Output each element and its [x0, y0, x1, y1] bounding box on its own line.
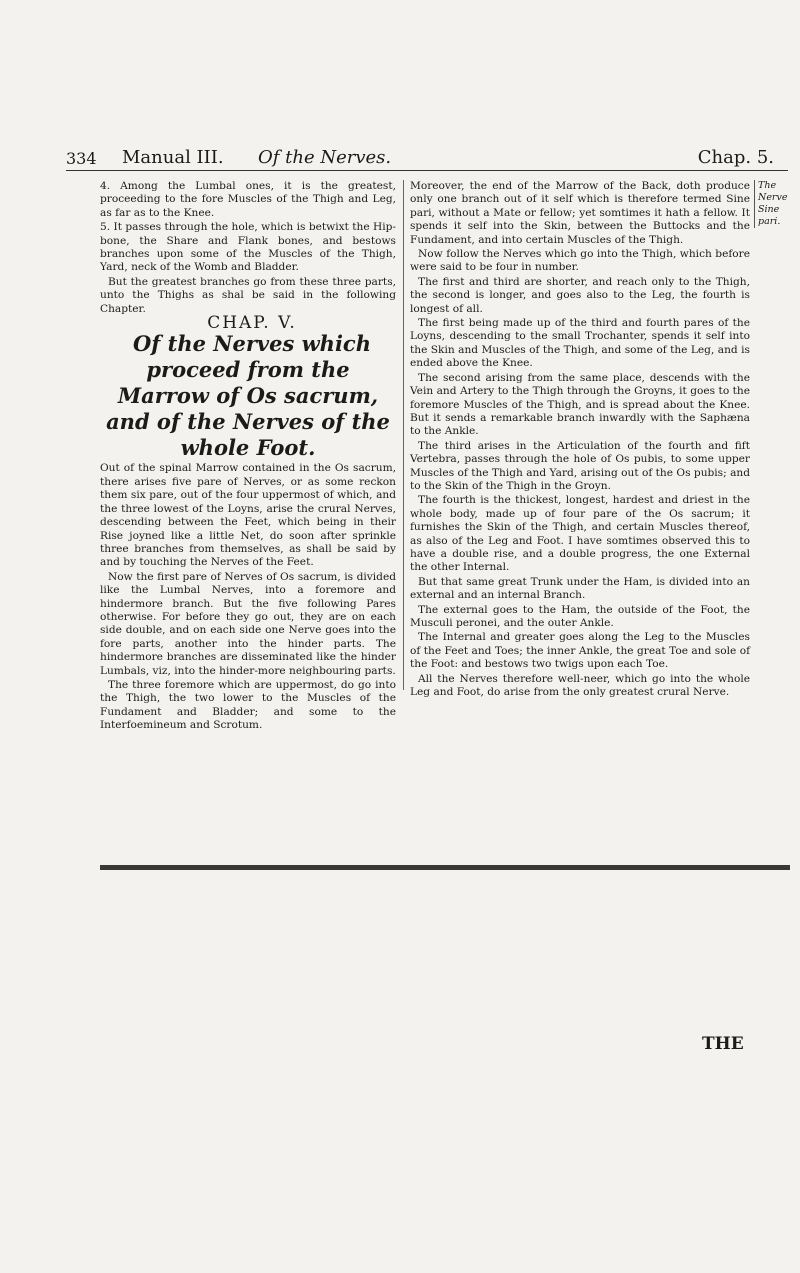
paragraph: The first and third are shorter, and reach only to the Thigh, the second is longer, and goes also to the Leg, the fourth is longest of all. — [410, 275, 750, 315]
catchword: THE — [702, 1034, 744, 1054]
left-column — [100, 180, 396, 734]
paragraph: The Internal and greater goes along the Leg to the Muscles of the Feet and Toes; the inner Ankle, the great Toe and sole of the Foot: and bestows two twigs upon each Toe. — [410, 631, 750, 671]
right-column — [410, 180, 750, 700]
paragraph: The external goes to the Ham, the outside of the Foot, the Musculi peronei, and the outer Ankle. — [410, 603, 750, 629]
paragraph: Now follow the Nerves which go into the Thigh, which before were said to be four in number. — [410, 248, 750, 274]
column-divider — [403, 180, 404, 690]
paragraph: The fourth is the thickest, longest, hardest and driest in the whole body, made up of four pare of the Os sacrum; it furnishes the Skin of the Thigh, and certain Muscles thereof, as also of the Leg and Foot. I have somtimes observed this to have a double rise, and a double progress, the one External the other Internal. — [410, 494, 750, 574]
paragraph: All the Nerves therefore well-neer, which go into the whole Leg and Foot, do arise from the only greatest crural Nerve. — [410, 672, 750, 699]
paragraph: Moreover, the end of the Marrow of the Back, doth produce only one branch out of it self which is therefore termed Sine pari, without a Mate or fellow; yet somtimes it hath a fellow. It spends it self into the Skin, between the Buttocks and the Fundament, and into certain Muscles of the Thigh. — [410, 180, 750, 246]
paragraph: Now the first pare of Nerves of Os sacrum, is divided like the Lumbal Nerves, into a foremore and hindermore branch. But the five following Pares otherwise. For before they go out, they are on each side double, and on each side one Nerve goes into the fore parts, another into the hinder parts. The hindermore branches are disseminated like the hinder Lumbals, viz, into the hinder-more neighbouring parts. — [100, 570, 396, 677]
running-header — [66, 144, 788, 171]
paragraph: But the greatest branches go from these three parts, unto the Thighs as shal be said in the following Chapter. — [100, 275, 396, 315]
chapter-heading: CHAP. V. — [207, 313, 297, 334]
page-number: 334 — [66, 149, 97, 168]
paragraph: 4. Among the Lumbal ones, it is the greatest, proceeding to the fore Muscles of the Thigh and Leg, as far as to the Knee. — [100, 180, 396, 219]
running-title: Of the Nerves. — [258, 147, 392, 168]
chapter-title: Of the Nerves which proceed from the Marrow of Os sacrum, and of the Nerves of the whole Foot. — [106, 331, 390, 461]
margin-note: The Nerve Sine pari. — [754, 180, 800, 228]
paragraph: The three foremore which are uppermost, do go into the Thigh, the two lower to the Muscles of the Fundament and Bladder; and some to the Interfoemineum and Scrotum. — [100, 678, 396, 732]
paragraph: Out of the spinal Marrow contained in the Os sacrum, there arises five pare of Nerves, or as some reckon them six pare, out of the four uppermost of which, and the three lowest of the Loyns, arise the crural Nerves, descending between the Feet, which being in their Rise joyned like a little Net, do soon after sprinkle three branches from themselves, as shall be said by and by touching the Nerves of the Feet. — [100, 462, 396, 569]
paragraph: The first being made up of the third and fourth pares of the Loyns, descending to the small Trochanter, spends it self into the Skin and Muscles of the Thigh, and some of the Leg, and is ended above the Knee. — [410, 317, 750, 370]
paragraph: But that same great Trunk under the Ham, is divided into an external and an internal Branch. — [410, 575, 750, 602]
chapter-label: Chap. 5. — [697, 147, 774, 168]
paragraph: The second arising from the same place, descends with the Vein and Artery to the Thigh through the Groyns, it goes to the foremore Muscles of the Thigh, and is spread about the Knee. But it sends a remarkable branch inwardly with the Saphæna to the Ankle. — [410, 371, 750, 438]
part-label: Manual III. — [122, 147, 224, 168]
paragraph: The third arises in the Articulation of the fourth and fift Vertebra, passes through the hole of Os pubis, to some upper Muscles of the Thigh and Yard, arising out of the Os pubis; and to the Skin of the Thigh in the Groyn. — [410, 439, 750, 492]
bottom-rule — [100, 865, 790, 870]
paragraph: 5. It passes through the hole, which is betwixt the Hip-bone, the Share and Flank bones, and bestows branches upon some of the Muscles of the Thigh, Yard, neck of the Womb and Bladder. — [100, 221, 396, 274]
